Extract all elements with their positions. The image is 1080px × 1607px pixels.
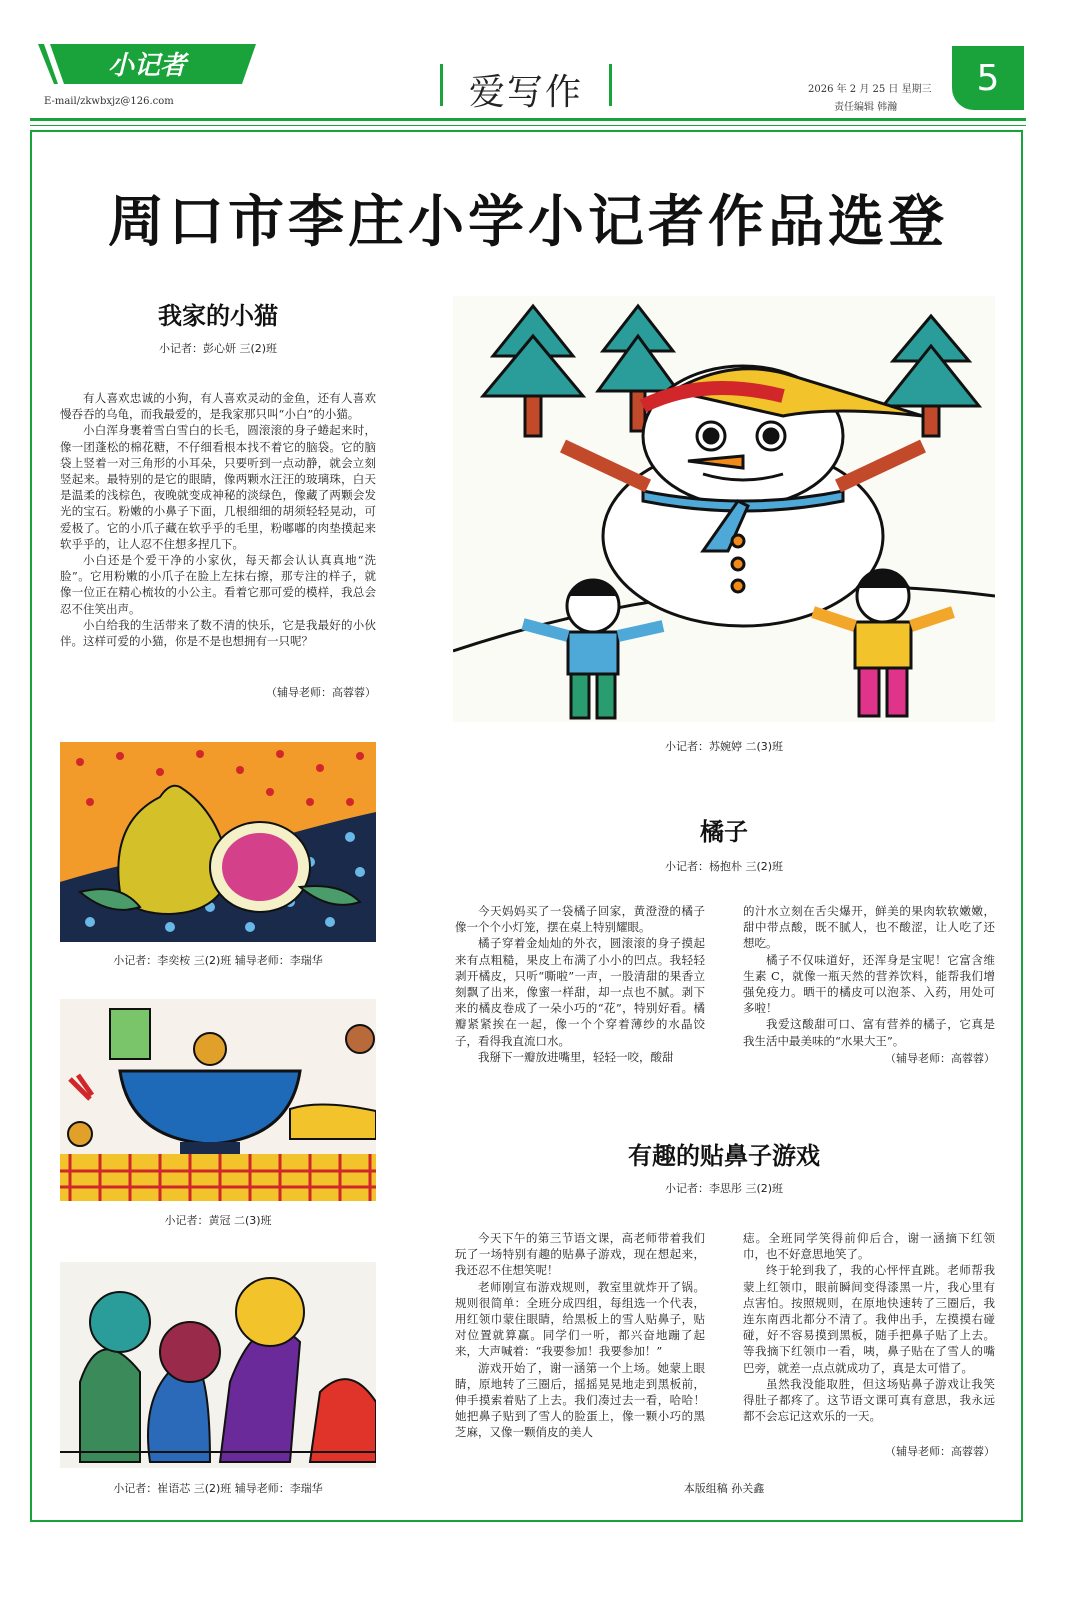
tutor-nose-game: （辅导老师：高蓉蓉） [885, 1445, 995, 1458]
drawing-bowl [60, 999, 376, 1201]
caption-snowman: 小记者：苏婉婷 二(3)班 [664, 740, 784, 753]
paragraph: 橘子不仅味道好，还浑身是宝呢！它富含维生素 C，就像一瓶天然的营养饮料，能帮我们增强免疫力。晒干的橘皮可以泡茶、入药，用处可多啦！ [743, 952, 995, 1016]
paragraph: 虽然我没能取胜，但这场贴鼻子游戏让我笑得肚子都疼了。这节语文课可真有意思，我永远都不会忘记这欢乐的一天。 [743, 1376, 995, 1424]
section-header [440, 62, 612, 113]
article-title-orange: 橘子 [700, 818, 748, 846]
article-body-orange-col2 [743, 903, 995, 1049]
paragraph: 小白还是个爱干净的小家伙，每天都会认认真真地“洗脸”。它用粉嫩的小爪子在脸上左抹右擦，那专注的样子，就像一位正在精心梳妆的小公主。看着它那可爱的模样，我总会忍不住笑出声。 [60, 553, 376, 616]
editor-credit: 本版组稿 孙关鑫 [683, 1482, 765, 1495]
header-rule-thin [30, 125, 1026, 126]
paragraph: 我掰下一瓣放进嘴里，轻轻一咬，酸甜 [478, 1049, 674, 1064]
paragraph: 的汁水立刻在舌尖爆开，鲜美的果肉软软嫩嫩，甜中带点酸，既不腻人，也不酸涩，让人吃了还想吃。 [743, 904, 995, 951]
drawing-grapefruit [60, 742, 376, 942]
paragraph: 终于轮到我了，我的心怦怦直跳。老师帮我蒙上红领巾，眼前瞬间变得漆黑一片，我心里有点害怕。按照规则，在原地快速转了三圈后，我连东南西北都分不清了。我伸出手，左摸摸右碰碰，好不容易摸到黑板，随手把鼻子贴了上去。等我摘下红领巾一看，咦，鼻子贴在了雪人的嘴巴旁，就差一点点就成功了，真是太可惜了。 [743, 1263, 995, 1375]
article-title-cat: 我家的小猫 [158, 302, 278, 330]
tutor-orange: （辅导老师：高蓉蓉） [885, 1052, 995, 1065]
paragraph: 游戏开始了，谢一涵第一个上场。她蒙上眼睛，原地转了三圈后，摇摇晃晃地走到黑板前，伸手摸索着贴了上去。我们凑过去一看，哈哈！她把鼻子贴到了雪人的脸蛋上，像一颗小巧的黑芝麻，又像一颗俏皮的美人 [455, 1360, 705, 1440]
caption-grapefruit: 小记者：李奕桉 三(2)班 辅导老师：李瑞华 [113, 954, 323, 967]
brand-tab [38, 44, 256, 84]
byline-cat: 小记者：彭心妍 三(2)班 [158, 342, 278, 355]
article-body-nose-col1 [455, 1230, 705, 1441]
article-body-orange-col1 [455, 903, 705, 1065]
paragraph: 小白浑身裹着雪白雪白的长毛，圆滚滚的身子蜷起来时，像一团蓬松的棉花糖，不仔细看根本找不着它的脑袋。它的脑袋上竖着一对三角形的小耳朵，只要听到一点动静，就会立刻竖起来。最特别的是它的眼睛，像两颗水汪汪的玻璃珠，白天是温柔的浅棕色，夜晚就变成神秘的淡绿色，像藏了两颗会发光的宝石。粉嫩的小鼻子下面，几根细细的胡须轻轻晃动，可爱极了。它的小爪子藏在软乎乎的毛里，粉嘟嘟的肉垫摸起来软乎乎的，让人忍不住想多捏几下。 [60, 423, 376, 551]
article-title-nose-game: 有趣的贴鼻子游戏 [628, 1142, 820, 1170]
page-number: 5 [952, 46, 1024, 110]
byline-orange: 小记者：杨抱朴 三(2)班 [664, 860, 784, 873]
responsible-editor: 责任编辑 韩瀚 [834, 102, 898, 113]
article-body-nose-col2 [743, 1230, 995, 1424]
header-rule [30, 118, 1026, 121]
paragraph: 橘子穿着金灿灿的外衣，圆滚滚的身子摸起来有点粗糙，果皮上布满了小小的凹点。我轻轻剥开橘皮，只听“嘶啦”一声，一股清甜的果香立刻飘了出来，像蜜一样甜，却一点也不腻。剥下来的橘皮卷成了一朵小巧的“花”，特别好看。橘瓣紧紧挨在一起，像一个个穿着薄纱的水晶饺子，看得我直流口水。 [455, 936, 705, 1048]
drawing-snowman [453, 296, 995, 722]
paragraph: 今天下午的第三节语文课，高老师带着我们玩了一场特别有趣的贴鼻子游戏，现在想起来，我还忍不住想笑呢！ [455, 1231, 705, 1278]
paragraph: 老师刚宣布游戏规则，教室里就炸开了锅。规则很简单：全班分成四组，每组选一个代表，用红领巾蒙住眼睛，给黑板上的雪人贴鼻子，贴对位置就算赢。同学们一听，都兴奋地蹦了起来，大声喊着：“我要参加！我要参加！” [455, 1279, 705, 1359]
paragraph: 有人喜欢忠诚的小狗，有人喜欢灵动的金鱼，还有人喜欢慢吞吞的乌龟，而我最爱的，是我家那只叫“小白”的小猫。 [60, 391, 376, 422]
section-title: 爱写作 [468, 72, 583, 113]
page-title: 周口市李庄小学小记者作品选登 [108, 190, 948, 255]
caption-trees: 小记者：崔语芯 三(2)班 辅导老师：李瑞华 [113, 1482, 323, 1495]
article-body-cat [60, 390, 376, 649]
tutor-cat: （辅导老师：高蓉蓉） [266, 686, 376, 699]
brand-text: 小记者 [108, 51, 187, 81]
paragraph: 今天妈妈买了一袋橘子回家，黄澄澄的橘子像一个个小灯笼，摆在桌上特别耀眼。 [455, 904, 705, 935]
caption-bowl: 小记者：黄冠 二(3)班 [164, 1214, 272, 1227]
paragraph: 我爱这酸甜可口、富有营养的橘子，它真是我生活中最美味的“水果大王”。 [743, 1017, 995, 1048]
contact-email: E-mail/zkwbxjz@126.com [44, 96, 174, 107]
byline-nose-game: 小记者：李思彤 三(2)班 [664, 1182, 784, 1195]
drawing-trees [60, 1262, 376, 1468]
paragraph: 小白给我的生活带来了数不清的快乐，它是我最好的小伙伴。这样可爱的小猫，你是不是也想拥有一只呢？ [60, 617, 376, 649]
paragraph: 痣。全班同学笑得前仰后合，谢一涵摘下红领巾，也不好意思地笑了。 [743, 1231, 995, 1262]
issue-date: 2026 年 2 月 25 日 星期三 [808, 84, 932, 95]
